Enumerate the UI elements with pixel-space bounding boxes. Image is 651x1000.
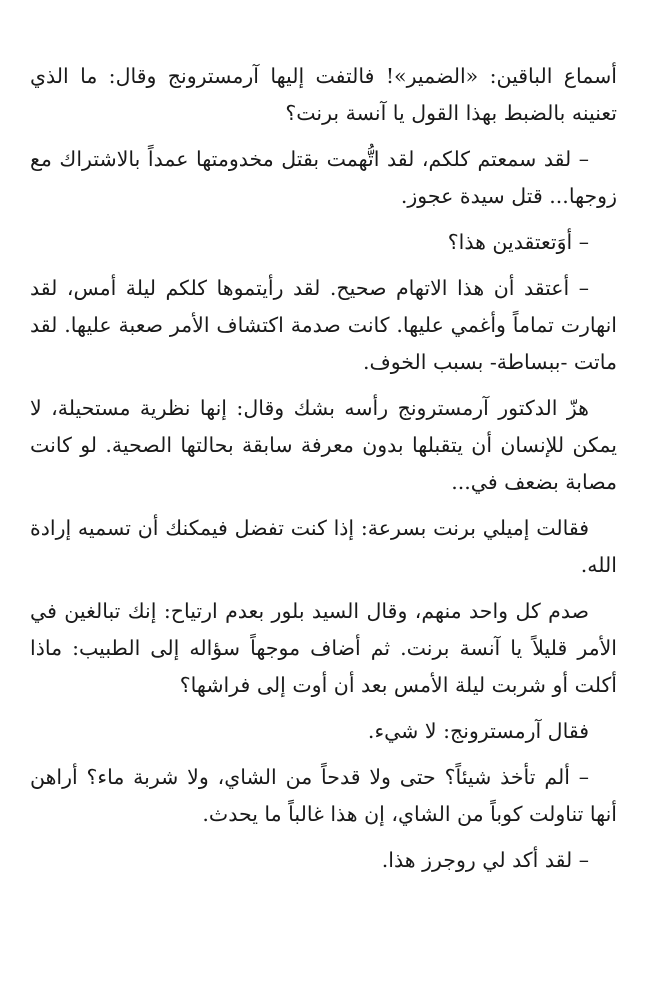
paragraph-2: – لقد سمعتم كلكم، لقد اتُّهمت بقتل مخدومتها عمداً بالاشتراك مع زوجها... قتل سيدة عجوز. xyxy=(30,147,617,208)
document-page xyxy=(30,58,617,888)
paragraph-3: – أوَتعتقدين هذا؟ xyxy=(447,230,589,254)
paragraph-5: هزّ الدكتور آرمسترونج رأسه بشك وقال: إنها نظرية مستحيلة، لا يمكن للإنسان أن يتقبلها بدون معرفة سابقة بحالتها الصحية. لو كانت مصابة بضعف في... xyxy=(30,396,617,494)
paragraph-4: – أعتقد أن هذا الاتهام صحيح. لقد رأيتموها كلكم ليلة أمس، لقد انهارت تماماً وأغمي عليها. كانت صدمة اكتشاف الأمر صعبة عليها. لقد ماتت -ببساطة- بسبب الخوف. xyxy=(30,276,617,374)
paragraph-8: فقال آرمسترونج: لا شيء. xyxy=(367,719,589,743)
paragraph-6: فقالت إميلي برنت بسرعة: إذا كنت تفضل فيمكنك أن تسميه إرادة الله. xyxy=(30,516,617,577)
paragraph-10: – لقد أكد لي روجرز هذا. xyxy=(381,848,589,872)
paragraph-1: أسماع الباقين: «الضمير»! فالتفت إليها آرمسترونج وقال: ما الذي تعنينه بالضبط بهذا القول يا آنسة برنت؟ xyxy=(30,64,617,125)
paragraph-9: – ألم تأخذ شيئاً؟ حتى ولا قدحاً من الشاي، ولا شربة ماء؟ أراهن أنها تناولت كوباً من الشاي، إن هذا غالباً ما يحدث. xyxy=(30,765,617,826)
paragraph-7: صدم كل واحد منهم، وقال السيد بلور بعدم ارتياح: إنك تبالغين في الأمر قليلاً يا آنسة برنت. ثم أضاف موجهاً سؤاله إلى الطبيب: ماذا أكلت أو شربت ليلة الأمس بعد أن أوت إلى فراشها؟ xyxy=(30,599,617,697)
